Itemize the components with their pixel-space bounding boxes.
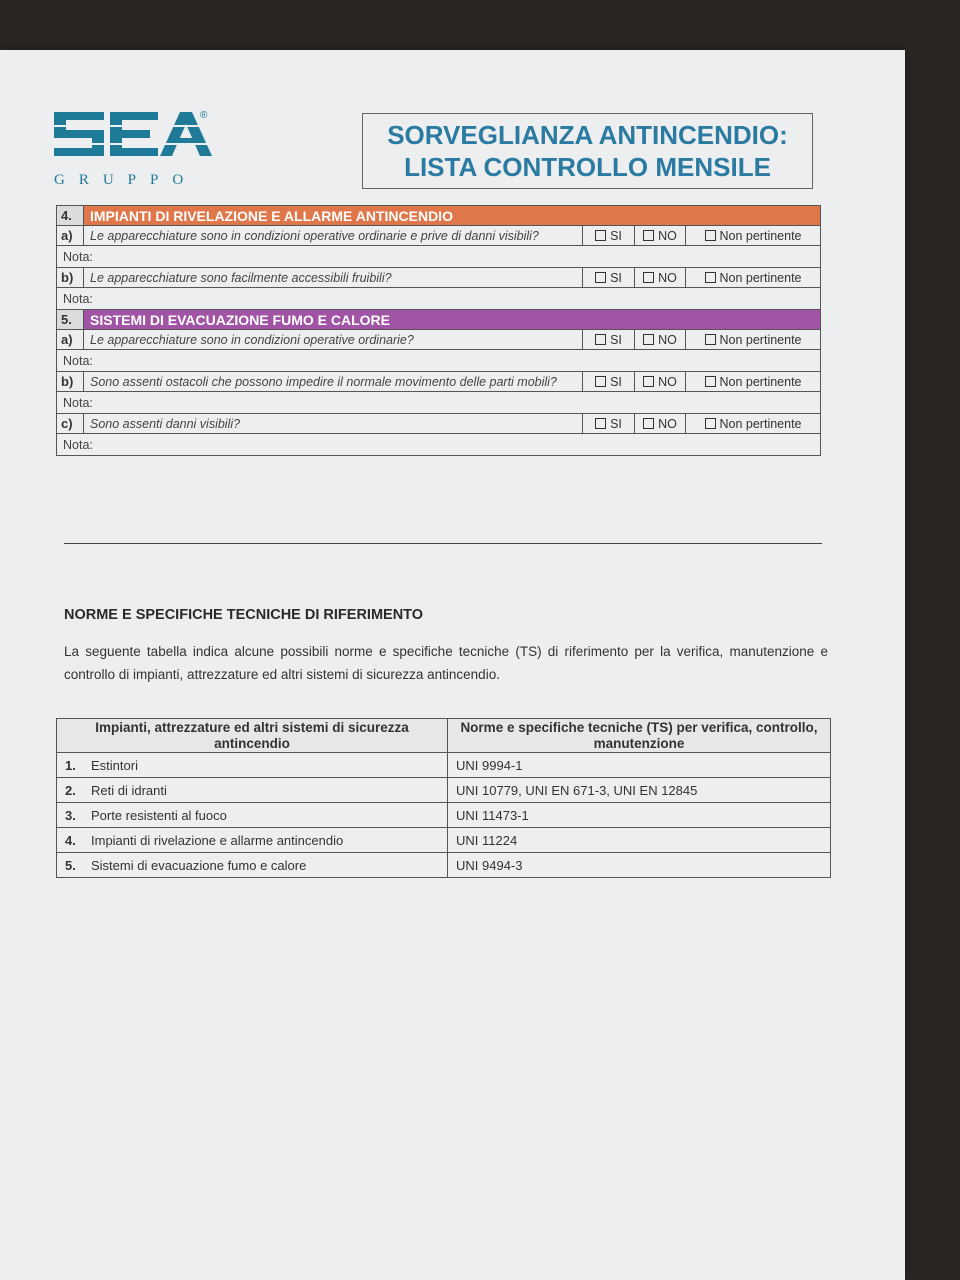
section-title: IMPIANTI DI RIVELAZIONE E ALLARME ANTINCENDIO (84, 206, 821, 226)
checkbox-icon[interactable] (643, 230, 654, 241)
checkbox-icon[interactable] (595, 230, 606, 241)
checkbox-si-option[interactable] (583, 268, 635, 288)
checklist-item-row (57, 372, 821, 392)
system-cell (57, 753, 448, 778)
item-letter: b) (57, 268, 84, 288)
nota-field[interactable]: Nota: (57, 434, 821, 456)
checkbox-label: NO (658, 374, 677, 389)
checkbox-icon[interactable] (643, 376, 654, 387)
checkbox-label: SI (610, 374, 622, 389)
checkbox-no-option[interactable] (635, 372, 686, 392)
checkbox-si-option[interactable] (583, 372, 635, 392)
checkbox-no-option[interactable] (635, 414, 686, 434)
nota-row (57, 288, 821, 310)
document-title (362, 113, 813, 189)
row-number: 4. (65, 832, 76, 848)
checkbox-label: Non pertinente (719, 332, 802, 347)
item-letter: a) (57, 330, 84, 350)
standard-cell: UNI 9994-1 (448, 753, 831, 778)
checkbox-icon[interactable] (595, 418, 606, 429)
section-number: 5. (57, 310, 84, 330)
checkbox-icon[interactable] (643, 334, 654, 345)
checkbox-icon[interactable] (595, 272, 606, 283)
checkbox-non-pertinente-option[interactable] (686, 414, 821, 434)
checkbox-label: SI (610, 270, 622, 285)
standard-cell: UNI 9494-3 (448, 853, 831, 878)
nota-row (57, 246, 821, 268)
item-question: Le apparecchiature sono in condizioni operative ordinarie e prive di danni visibili? (84, 226, 583, 246)
item-letter: b) (57, 372, 84, 392)
title-line-1: SORVEGLIANZA ANTINCENDIO: (387, 120, 788, 150)
checkbox-icon[interactable] (705, 230, 716, 241)
nota-row (57, 434, 821, 456)
checkbox-si-option[interactable] (583, 226, 635, 246)
checkbox-icon[interactable] (705, 272, 716, 283)
row-number: 5. (65, 857, 76, 873)
checkbox-icon[interactable] (595, 334, 606, 345)
checkbox-icon[interactable] (643, 272, 654, 283)
norms-paragraph: La seguente tabella indica alcune possibili norme e specifiche tecniche (TS) di riferimento per la verifica, manutenzione e controllo di impianti, attrezzature ed altri sistemi di sicurezza antincendio. (64, 644, 828, 682)
table-row (57, 853, 831, 878)
checkbox-label: NO (658, 332, 677, 347)
norms-header-systems: Impianti, attrezzature ed altri sistemi di sicurezza antincendio (57, 719, 448, 753)
system-name: Porte resistenti al fuoco (91, 807, 227, 823)
nota-field[interactable]: Nota: (57, 392, 821, 414)
checkbox-label: NO (658, 416, 677, 431)
checkbox-label: Non pertinente (719, 270, 802, 285)
item-letter: a) (57, 226, 84, 246)
checkbox-si-option[interactable] (583, 414, 635, 434)
checkbox-non-pertinente-option[interactable] (686, 226, 821, 246)
system-cell (57, 828, 448, 853)
system-cell (57, 803, 448, 828)
checkbox-icon[interactable] (643, 418, 654, 429)
system-name: Impianti di rivelazione e allarme antincendio (91, 832, 344, 848)
checkbox-icon[interactable] (595, 376, 606, 387)
checkbox-non-pertinente-option[interactable] (686, 372, 821, 392)
row-number: 3. (65, 807, 76, 823)
system-name: Estintori (91, 757, 138, 773)
system-name: Sistemi di evacuazione fumo e calore (91, 857, 307, 873)
nota-field[interactable]: Nota: (57, 288, 821, 310)
nota-row (57, 350, 821, 372)
table-row (57, 778, 831, 803)
system-name: Reti di idranti (91, 782, 167, 798)
checkbox-no-option[interactable] (635, 268, 686, 288)
item-question: Le apparecchiature sono in condizioni operative ordinarie? (84, 330, 583, 350)
table-row (57, 828, 831, 853)
checkbox-no-option[interactable] (635, 330, 686, 350)
title-line-2: LISTA CONTROLLO MENSILE (404, 152, 771, 182)
nota-field[interactable]: Nota: (57, 246, 821, 268)
checkbox-label: NO (658, 228, 677, 243)
norms-header-standards: Norme e specifiche tecniche (TS) per verifica, controllo, manutenzione (448, 719, 831, 753)
divider-line (64, 543, 822, 544)
item-question: Sono assenti danni visibili? (84, 414, 583, 434)
item-letter: c) (57, 414, 84, 434)
norms-header-row (57, 719, 831, 753)
section-number: 4. (57, 206, 84, 226)
checkbox-icon[interactable] (705, 418, 716, 429)
checkbox-label: Non pertinente (719, 374, 802, 389)
row-number: 1. (65, 757, 76, 773)
checkbox-label: SI (610, 228, 622, 243)
checkbox-icon[interactable] (705, 376, 716, 387)
checklist-item-row (57, 330, 821, 350)
system-cell (57, 778, 448, 803)
standard-cell: UNI 11224 (448, 828, 831, 853)
table-row (57, 803, 831, 828)
item-question: Le apparecchiature sono facilmente accessibili fruibili? (84, 268, 583, 288)
registered-mark: ® (200, 110, 208, 121)
section-header-row (57, 310, 821, 330)
norms-heading: NORME E SPECIFICHE TECNICHE DI RIFERIMENTO (64, 607, 424, 623)
nota-field[interactable]: Nota: (57, 350, 821, 372)
table-row (57, 753, 831, 778)
standard-cell: UNI 11473-1 (448, 803, 831, 828)
checkbox-icon[interactable] (705, 334, 716, 345)
checklist-item-row (57, 226, 821, 246)
checklist-item-row (57, 268, 821, 288)
checkbox-label: Non pertinente (719, 228, 802, 243)
checkbox-si-option[interactable] (583, 330, 635, 350)
checkbox-non-pertinente-option[interactable] (686, 330, 821, 350)
row-number: 2. (65, 782, 76, 798)
section-title: SISTEMI DI EVACUAZIONE FUMO E CALORE (84, 310, 821, 330)
checkbox-label: NO (658, 270, 677, 285)
checkbox-label: Non pertinente (719, 416, 802, 431)
checkbox-non-pertinente-option[interactable] (686, 268, 821, 288)
checkbox-no-option[interactable] (635, 226, 686, 246)
section-header-row (57, 206, 821, 226)
monthly-checklist-table (56, 205, 821, 456)
logo-subtitle: GRUPPO (54, 172, 198, 188)
norms-table (56, 718, 831, 878)
checklist-item-row (57, 414, 821, 434)
checkbox-label: SI (610, 416, 622, 431)
item-question: Sono assenti ostacoli che possono impedire il normale movimento delle parti mobili? (84, 372, 583, 392)
nota-row (57, 392, 821, 414)
standard-cell: UNI 10779, UNI EN 671-3, UNI EN 12845 (448, 778, 831, 803)
system-cell (57, 853, 448, 878)
checkbox-label: SI (610, 332, 622, 347)
